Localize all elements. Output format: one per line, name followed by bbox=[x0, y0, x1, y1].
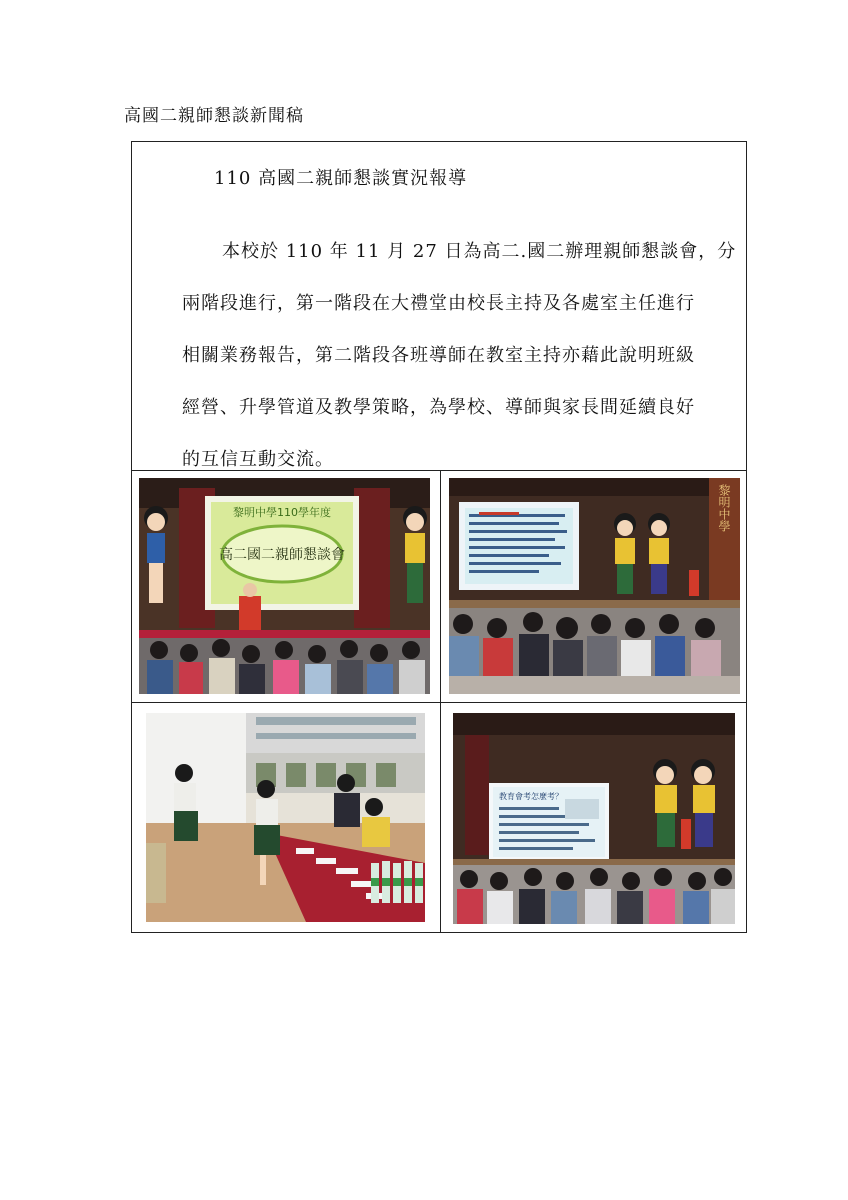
report-paragraph bbox=[182, 226, 737, 486]
table-divider-horizontal bbox=[132, 702, 746, 703]
screen-caption-top: 黎明中學110學年度 bbox=[233, 506, 331, 519]
screen-caption-main: 高二國二親師懇談會 bbox=[219, 547, 345, 563]
paragraph-line: 經營、升學管道及教學策略，為學校、導師與家長間延續良好 bbox=[182, 397, 695, 418]
paragraph-line: 兩階段進行，第一階段在大禮堂由校長主持及各處室主任進行 bbox=[182, 293, 695, 314]
photo-academic-briefing bbox=[453, 713, 735, 924]
report-text-cell bbox=[132, 142, 746, 471]
photo-registration-desk bbox=[146, 713, 425, 922]
slide-title: 教育會考怎麼考？ bbox=[499, 792, 563, 801]
paragraph-line: 相關業務報告，第二階段各班導師在教室主持亦藉此說明班級 bbox=[182, 345, 695, 366]
hall-banner: 黎明中學 bbox=[717, 484, 731, 532]
paragraph-line: 本校於 110 年 11 月 27 日為高二.國二辦理親師懇談會，分 bbox=[222, 241, 737, 262]
report-title: 110 高國二親師懇談實況報導 bbox=[214, 168, 468, 189]
document-heading: 高國二親師懇談新聞稿 bbox=[124, 106, 304, 126]
report-table bbox=[131, 141, 747, 933]
table-divider-vertical bbox=[440, 470, 441, 932]
photo-principal-report bbox=[449, 478, 740, 694]
paragraph-line: 的互信互動交流。 bbox=[182, 449, 334, 470]
photo-auditorium-opening bbox=[139, 478, 430, 694]
